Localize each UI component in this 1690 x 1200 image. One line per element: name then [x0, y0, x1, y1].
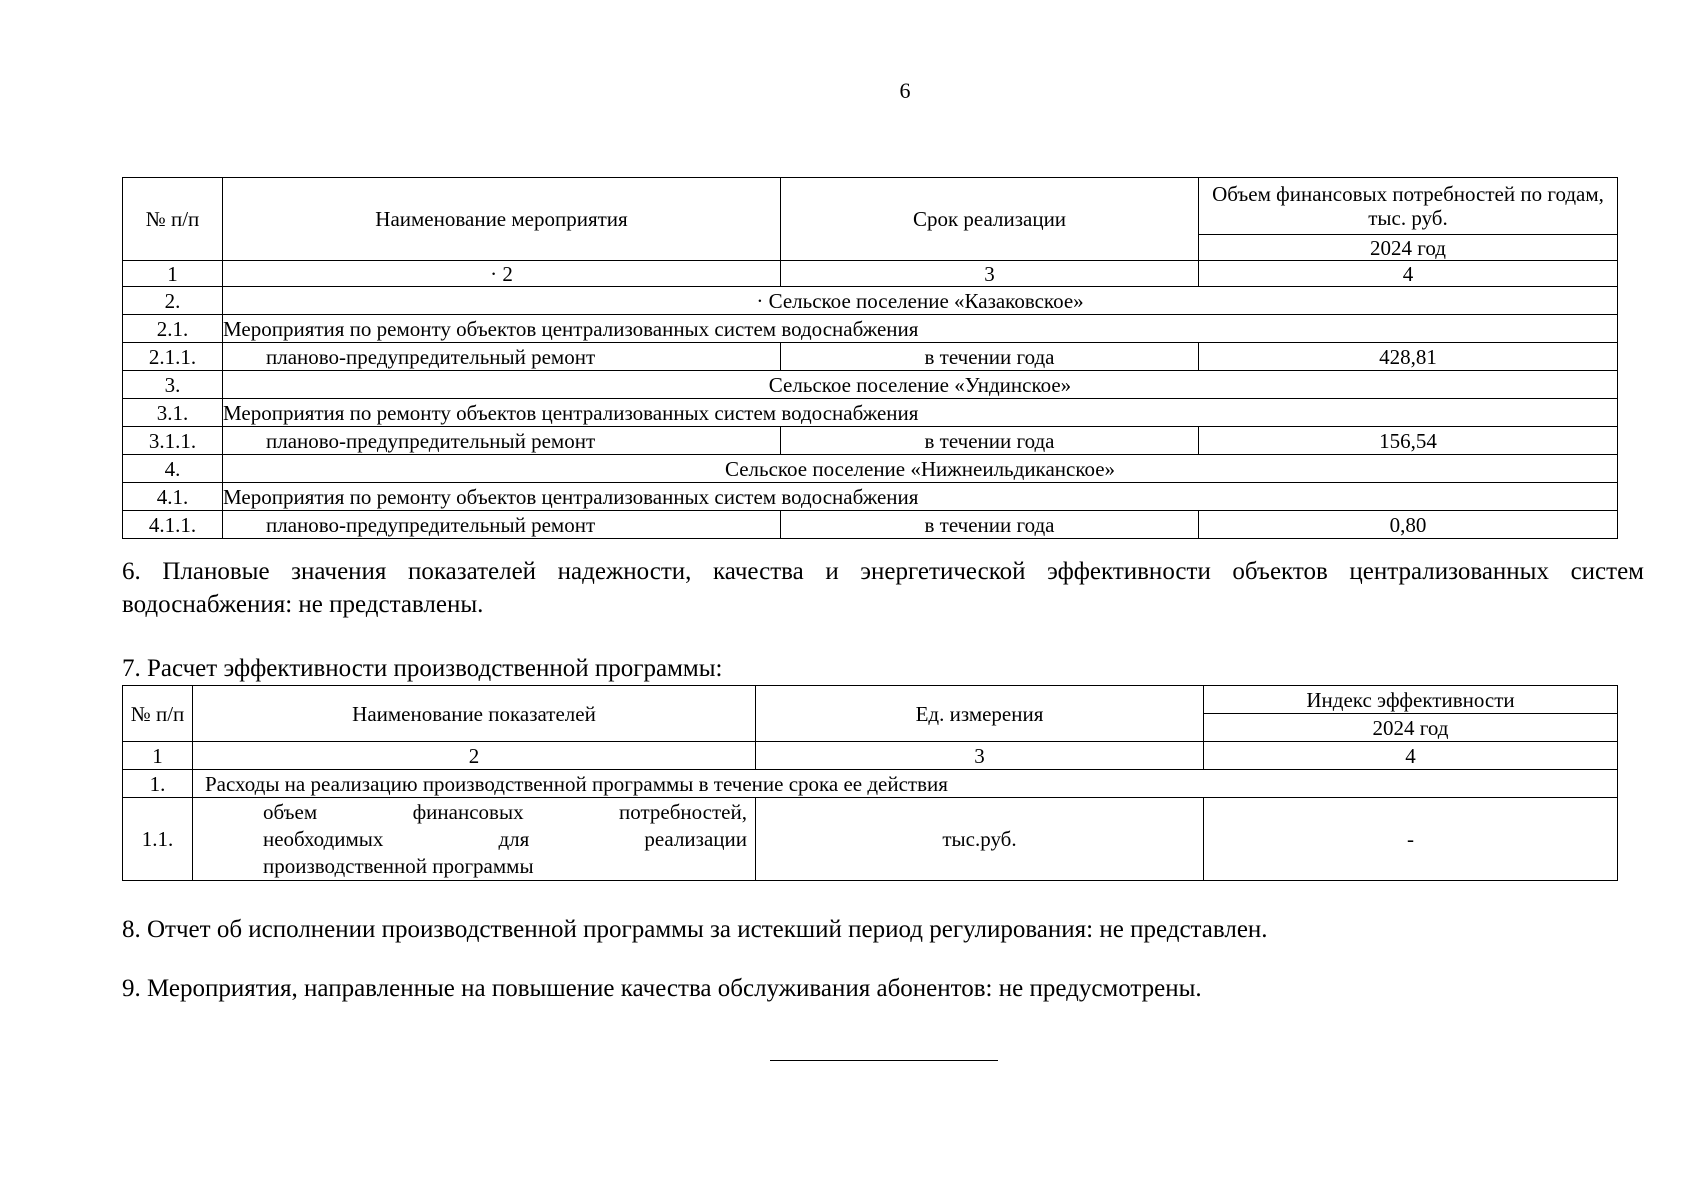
group-title: Мероприятия по ремонту объектов централизованных систем водоснабжения — [223, 483, 1618, 511]
header-term: Срок реализации — [781, 178, 1199, 261]
word: потребностей, — [619, 799, 747, 824]
t2-colnum-2: 2 — [193, 742, 756, 770]
paragraph-9: 9. Мероприятия, направленные на повышение качества обслуживания абонентов: не предусмотрены. — [122, 975, 1202, 1002]
word: реализации — [644, 826, 747, 851]
section-title: · Сельское поселение «Казаковское» — [223, 287, 1618, 315]
colnum-1: 1 — [123, 261, 223, 287]
page-number: 6 — [899, 78, 911, 103]
item-value: 156,54 — [1199, 427, 1618, 455]
table-row — [123, 399, 1618, 427]
t2-group-text: Расходы на реализацию производственной программы в течение срока ее действия — [193, 770, 1618, 798]
t2-header-unit: Ед. измерения — [756, 686, 1204, 742]
t2-header-num: № п/п — [123, 686, 193, 742]
t2-item-value: - — [1204, 798, 1618, 881]
paragraph-7: 7. Расчет эффективности производственной программы: — [122, 655, 723, 682]
row-num: 2.1. — [123, 315, 223, 343]
group-title: Мероприятия по ремонту объектов централизованных систем водоснабжения — [223, 399, 1618, 427]
word: финансовых — [412, 799, 524, 824]
row-num: 4.1.1. — [123, 511, 223, 539]
t2-header-index: Индекс эффективности — [1204, 686, 1618, 714]
header-num: № п/п — [123, 178, 223, 261]
t2-item-line-3: производственной программы — [263, 853, 534, 878]
header-volume: Объем финансовых потребностей по годам, тыс. руб. — [1199, 178, 1618, 235]
item-name: планово-предупредительный ремонт — [223, 427, 781, 455]
table-row — [123, 343, 1618, 371]
header-name: Наименование мероприятия — [223, 178, 781, 261]
t2-header-year: 2024 год — [1204, 714, 1618, 742]
table-row — [123, 371, 1618, 399]
row-num: 2. — [123, 287, 223, 315]
table-row — [123, 287, 1618, 315]
row-num: 4.1. — [123, 483, 223, 511]
t2-colnum-4: 4 — [1204, 742, 1618, 770]
header-year: 2024 год — [1199, 235, 1618, 261]
colnum-3: 3 — [781, 261, 1199, 287]
section-title: Сельское поселение «Нижнеильдиканское» — [223, 455, 1618, 483]
table-row — [123, 483, 1618, 511]
t2-item-unit: тыс.руб. — [756, 798, 1204, 881]
t2-colnum-3: 3 — [756, 742, 1204, 770]
row-num: 3. — [123, 371, 223, 399]
measures-table — [122, 177, 1618, 539]
colnum-4: 4 — [1199, 261, 1618, 287]
word: для — [498, 826, 530, 851]
row-num: 3.1.1. — [123, 427, 223, 455]
item-value: 0,80 — [1199, 511, 1618, 539]
row-num: 3.1. — [123, 399, 223, 427]
table-row — [123, 511, 1618, 539]
efficiency-table — [122, 685, 1618, 881]
row-num: 4. — [123, 455, 223, 483]
word: объем — [263, 799, 318, 824]
item-value: 428,81 — [1199, 343, 1618, 371]
table-row — [123, 315, 1618, 343]
table-row — [123, 427, 1618, 455]
colnum-2: · 2 — [223, 261, 781, 287]
t2-item-num: 1.1. — [123, 798, 193, 881]
paragraph-8: 8. Отчет об исполнении производственной программы за истекший период регулирования: не представлен. — [122, 916, 1268, 943]
t2-item-name — [193, 798, 756, 881]
item-name: планово-предупредительный ремонт — [223, 511, 781, 539]
word: необходимых — [263, 826, 384, 851]
table-row — [123, 455, 1618, 483]
item-name: планово-предупредительный ремонт — [223, 343, 781, 371]
item-term: в течении года — [781, 511, 1199, 539]
t2-group-num: 1. — [123, 770, 193, 798]
paragraph-6: 6. Плановые значения показателей надежности, качества и энергетической эффективности объектов централизованных систем водоснабжения: не представлены. — [122, 558, 1644, 618]
t2-colnum-1: 1 — [123, 742, 193, 770]
end-rule — [770, 1060, 998, 1061]
t2-item-line-1 — [193, 799, 755, 826]
item-term: в течении года — [781, 343, 1199, 371]
item-term: в течении года — [781, 427, 1199, 455]
t2-header-name: Наименование показателей — [193, 686, 756, 742]
t2-item-line-2 — [193, 826, 755, 853]
section-title: Сельское поселение «Ундинское» — [223, 371, 1618, 399]
row-num: 2.1.1. — [123, 343, 223, 371]
group-title: Мероприятия по ремонту объектов централизованных систем водоснабжения — [223, 315, 1618, 343]
